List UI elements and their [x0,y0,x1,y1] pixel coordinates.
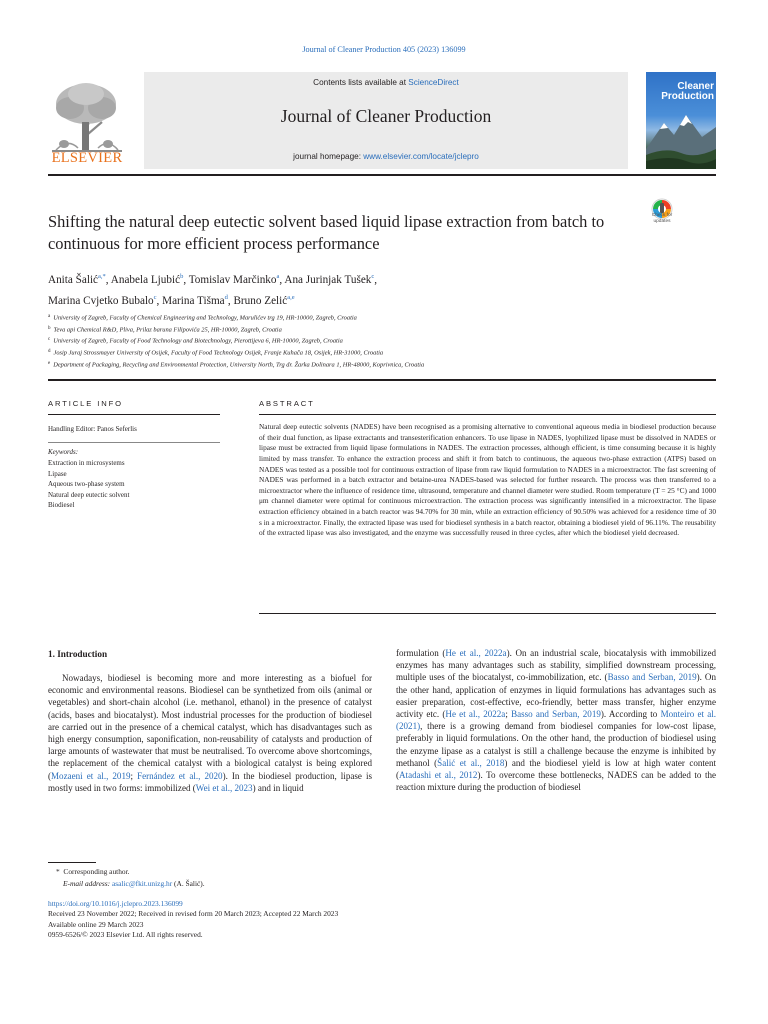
email-link[interactable]: asalic@fkit.unizg.hr [112,879,173,888]
citation-link[interactable]: He et al., 2022a [445,709,506,720]
author-affil-mark[interactable]: b [180,273,184,280]
doi-link[interactable]: https://doi.org/10.1016/j.jclepro.2023.136099 [48,899,183,908]
abstract-text: Natural deep eutectic solvents (NADES) have been recognised as a promising alternative to conventional aqueous media in biodiesel production because of their dual function, as lipase extractants and transesterification enhancers. To use lipase in NADES, lyophilized lipase must be dissolved in NADES or lipase must be extracted from liquid lipase formulations in NADES. The extraction processes, although efficient, is time consuming because it is highly limited by mass transfer. To enhance the extraction process and shift it from batch to continuous, the aqueous two-phase extraction (ATPS) based on NADES was tested as a possible tool for continuous extraction of lipase from raw liquid formulation to NADES in a microextractor. The fast screening of NADES was performed in a batch extractor and betaine-urea NADES-based was selected for further research. The process was then transferred to a microextractor where the influence of residence time, ultrasound, temperature and channel diameter were studied. Room temperature (T = 25 °C) and 1000 μm channel diameter were optimal for continuous microextraction. The extraction process was significantly intensified in a microextractor. The lipase extraction efficiency obtained in a batch reactor was 94.70% for 30 min, while an extraction efficiency of 90.50% was achieved for a residence time of 30 s in a microextractor. Finally, the extracted lipase was used for biodiesel synthesis in a batch reactor, obtaining a biodiesel yield of 96.11%. The reusability of the extracted lipase was also investigated, and the enzyme was successfully reused in three cycles, after which the biodiesel yield decreased. [259,422,716,538]
citation-link[interactable]: Fernández et al., 2020 [137,770,223,781]
citation-link[interactable]: He et al., 2022a [445,648,507,658]
author-name[interactable]: Anita Šalić [48,274,99,286]
cover-title: Cleaner Production [661,81,714,102]
author-name[interactable]: Tomislav Marčinko [188,274,277,286]
article-info-heading: ARTICLE INFO [48,399,123,408]
sciencedirect-link[interactable]: ScienceDirect [408,78,459,87]
intro-paragraph: Nowadays, biodiesel is becoming more and more interesting as a biofuel for economic and environmental reasons. Biodiesel can be synthetized from oils (animal or vegetables) and short-chain alcohol (i.e. methanol, ethanol) in the presence of catalyst (acids, bases and biocatalyst). Most industrial processes for the production of biodiesel are carried out in the presence of a chemical catalyst, which has disadvantages such as high energy consumption, saponification, non-reusability of catalysts and production of large amounts of wastewater that must be neutralised. To overcome above shortcomings, the replacement of the chemical catalyst with a biological catalyst is being explored (Mozaeni et al., 2019; Fernández et al., 2020). In the biodiesel production, lipase is mostly used in two forms: immobilized (Wei et al., 2023) and in liquid [48,673,372,793]
publication-info [48,899,548,941]
citation-link[interactable]: Basso and Serban, 2019 [511,709,601,720]
affiliations [48,312,716,371]
affiliation-item: $^d$ Josip Juraj Strossmayer University of Osijek, Faculty of Food Technology Osijek, Franje Kuhača 18, Osijek, HR-31000, Croatia [48,349,384,357]
author-name[interactable]: Marina Tišma [162,295,225,307]
corresponding-author-note: * Corresponding author. [56,867,130,876]
masthead-rule [48,174,716,176]
article-info-rule [48,414,220,415]
keywords-list [48,458,129,511]
citation-link[interactable]: Atadashi et al., 2012 [399,770,478,781]
introduction-heading: 1. Introduction [48,649,108,659]
keyword-item: Natural deep eutectic solvent [48,490,130,499]
journal-title: Journal of Cleaner Production [280,106,492,126]
citation-link[interactable]: Šalić et al., 2018 [437,757,505,768]
journal-cover-thumbnail[interactable] [646,72,716,169]
affiliation-item: $^b$ Teva api Chemical R&D, Pliva, Prilaz baruna Filipovića 25, HR-10000, Zagreb, Croatia [48,325,282,334]
journal-banner [144,72,628,169]
intro-right-column [396,647,716,793]
intro-left-column [48,672,372,794]
keyword-item: Biodiesel [48,501,75,510]
footnote-rule [48,862,96,863]
header-bottom-rule [48,379,716,381]
author-list [48,268,648,310]
intro-paragraph-continued: formulation (He et al., 2022a). On an industrial scale, biocatalysis with immobilized enzymes has many advantages such as stability, simplified downstream processing, multiple uses of the biocatalyst, co-immobilization, etc. (Basso and Serban, 2019). On the other hand, application of enzymes in liquid formulations has advantages such as easier preparation, cost-effective, eco-friendly, better mass transfer, higher enzyme activity etc. (He et al., 2022a; Basso and Serban, 2019). According to Monteiro et al. (2021), there is a growing demand from biodiesel companies for low-cost lipase, preferably in liquid formulations. On the other hand, the production of biodiesel using the enzyme lipase as a catalyst is still a challenge because the enzyme is inhibited by methanol (Šalić et al., 2018) and the biodiesel yield is low at high water content (Atadashi et al., 2012). To overcome these bottlenecks, NADES can be added to the reaction mixture during the production of biodiesel [396,648,717,793]
copyright: 0959-6526/© 2023 Elsevier Ltd. All rights reserved. [48,930,203,940]
author-line-1: Anita Šalić$^{a,*}$, Anabela Ljubić$^b$, Tomislav Marčinko$^a$, Ana Jurinjak Tušek$^c$, [48,273,378,286]
keywords-heading: Keywords: [48,448,79,456]
journal-homepage-link[interactable]: www.elsevier.com/locate/jclepro [363,152,479,161]
author-line-2: Marina Cvjetko Bubalo$^c$, Marina Tišma$^d$, Bruno Zelić$^{a,e}$ [48,294,295,307]
author-name[interactable]: Anabela Ljubić [110,274,181,286]
author-name[interactable]: Bruno Zelić [233,295,288,307]
affiliation-item: $^c$ University of Zagreb, Faculty of Food Technology and Biotechnology, Pierottijeva 6, HR-10000, Zagreb, Croatia [48,337,343,345]
author-affil-mark[interactable]: c [153,294,157,301]
keyword-item: Extraction in microsystems [48,459,125,467]
handling-editor: Handling Editor: Panos Seferlis [48,425,137,433]
author-affil-mark[interactable]: c [371,273,375,280]
author-name[interactable]: Ana Jurinjak Tušek [284,274,372,286]
journal-citation[interactable]: Journal of Cleaner Production 405 (2023) 136099 [302,45,466,54]
author-affil-mark[interactable]: a [276,273,280,280]
abstract-heading: ABSTRACT [259,399,315,408]
cover-mountain-image [646,109,716,169]
contents-line: Contents lists available at ScienceDirect [313,78,459,87]
elsevier-wordmark: ELSEVIER [51,150,123,166]
affiliation-item: $^a$ University of Zagreb, Faculty of Chemical Engineering and Technology, Marulićev trg 19, HR-10000, Zagreb, Croatia [48,314,357,322]
crossmark-label: Check for updates [651,213,673,224]
editor-rule [48,442,220,443]
citation-link[interactable]: Mozaeni et al., 2019 [51,770,131,781]
author-affil-mark[interactable]: d [224,294,228,301]
citation-link[interactable]: Wei et al., 2023 [195,782,253,793]
author-name[interactable]: Marina Cvjetko Bubalo [48,295,154,307]
footnotes [48,866,428,890]
keyword-item: Lipase [48,469,67,478]
author-affil-mark[interactable]: a,e [287,294,295,301]
available-online: Available online 29 March 2023 [48,919,144,929]
author-affil-mark[interactable]: a,* [98,273,106,280]
email-note: E-mail address: asalic@fkit.unizg.hr (A. Šalić). [63,879,205,888]
affiliation-item: $^e$ Department of Packaging, Recycling and Environmental Protection, University North, Trg dr. Žarka Dolinara 1, HR-48000, Koprivnica, Croatia [48,360,425,369]
masthead [48,72,716,169]
citation-link[interactable]: Monteiro et al. (2021) [396,709,716,732]
keyword-item: Aqueous two-phase system [48,480,125,489]
abstract-rule [259,414,716,415]
received-dates: Received 23 November 2022; Received in revised form 20 March 2023; Accepted 22 March 2023 [48,909,339,919]
citation-link[interactable]: Basso and Serban, 2019 [607,672,697,683]
article-title: Shifting the natural deep eutectic solvent based liquid lipase extraction from batch to continuous for more efficient process performance [48,212,605,253]
abstract-bottom-rule [259,613,716,614]
homepage-line: journal homepage: www.elsevier.com/locate/jclepro [293,152,479,161]
